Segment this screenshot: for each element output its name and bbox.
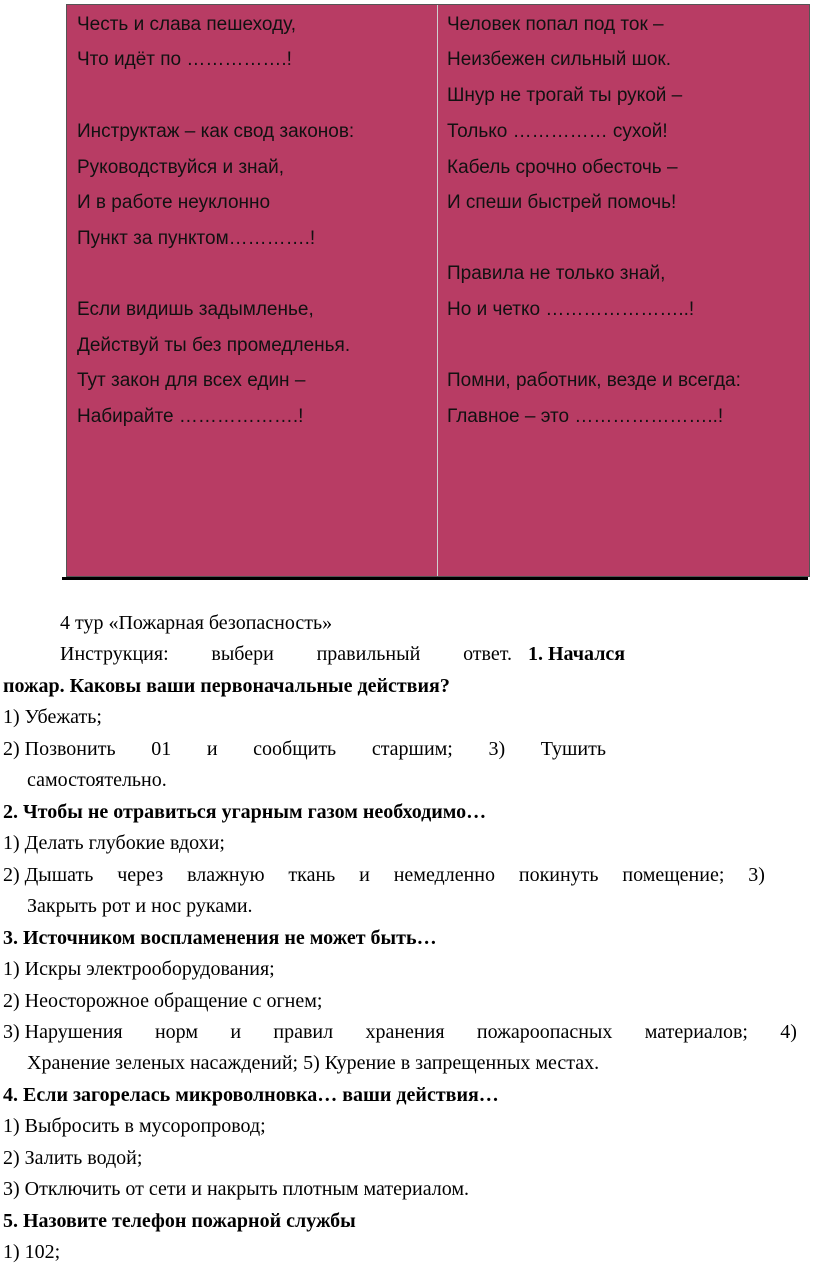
poem-line: И спеши быстрей помочь! [447,192,677,213]
poem-line: И в работе неуклонно [77,192,271,213]
answer-option: 1) Выбросить в мусоропровод; [3,1115,266,1137]
answer-continuation: Хранение зеленых насаждений; 5) Курение в запрещенных местах. [27,1052,600,1074]
instruction-word: Инструкция: [60,643,169,665]
poem-line: Главное – это …………………..! [447,406,724,427]
instruction-line [60,643,512,666]
answer-word: немедленно [393,864,495,886]
answer-word: материалов; [644,1021,748,1043]
round-title: 4 тур «Пожарная безопасность» [60,612,333,634]
answer-option: 2) Залить водой; [3,1147,143,1169]
answer-option: 1) Искры электрооборудования; [3,958,275,980]
poem-line: Тут закон для всех един – [77,370,306,391]
answer-word: пожароопасных [476,1021,613,1043]
answer-option [3,1021,797,1044]
question-5: 5. Назовите телефон пожарной службы [3,1210,356,1232]
poem-line: Действуй ты без промедленья. [77,335,351,356]
answer-word: через [117,864,164,886]
answer-word: 2) Дышать [3,864,94,886]
answer-option [3,738,606,761]
answer-option: 2) Неосторожное обращение с огнем; [3,990,323,1012]
answer-word: 3) [748,864,765,886]
question-1: пожар. Каковы ваши первоначальные действия? [3,675,450,697]
answer-option: 1) Делать глубокие вдохи; [3,832,225,854]
answer-word: 2) Позвонить [3,738,116,760]
answer-option [3,864,765,887]
answer-word: Тушить [540,738,606,760]
poem-line: Неизбежен сильный шок. [447,49,672,70]
poem-line: Правила не только знай, [447,263,666,284]
answer-word: 01 [151,738,172,760]
answer-word: помещение; [622,864,725,886]
answer-word: 4) [780,1021,797,1043]
answer-word: норм [154,1021,199,1043]
poem-line: Кабель срочно обесточь – [447,157,678,178]
answer-word: покинуть [518,864,599,886]
answer-continuation: самостоятельно. [27,769,167,791]
poem-left-column [67,5,438,576]
poem-line: Помни, работник, везде и всегда: [447,370,741,391]
answer-option: 1) Убежать; [3,706,102,728]
poem-line: Руководствуйся и знай, [77,157,284,178]
answer-word: старшим; [371,738,453,760]
instruction-word: выбери [211,643,274,665]
poem-line: Шнур не трогай ты рукой – [447,85,683,106]
table-bottom-rule [62,577,808,580]
answer-continuation: Закрыть рот и нос руками. [27,895,253,917]
answer-word: и [206,738,218,760]
poem-line: Только …………… сухой! [447,121,668,142]
answer-word: сообщить [253,738,337,760]
question-2: 2. Чтобы не отравиться угарным газом необходимо… [3,801,487,823]
poem-line: Если видишь задымленье, [77,299,314,320]
poem-line: Что идёт по …………….! [77,49,292,70]
question-1-start: 1. Начался [528,643,626,665]
poem-table [66,4,810,577]
poem-line: Инструктаж – как свод законов: [77,121,355,142]
instruction-word: ответ. [463,643,512,665]
poem-line: Но и четко …………………..! [447,299,695,320]
poem-line: Честь и слава пешеходу, [77,14,297,35]
poem-line: Пункт за пунктом………….! [77,228,316,249]
instruction-word: правильный [316,643,421,665]
answer-option: 3) Отключить от сети и накрыть плотным материалом. [3,1178,470,1200]
answer-word: и [230,1021,242,1043]
poem-line: Набирайте ……………….! [77,406,304,427]
answer-word: 3) [488,738,506,760]
poem-right-column [438,5,809,576]
poem-line: Человек попал под ток – [447,14,664,35]
answer-word: ткань [288,864,336,886]
answer-word: 3) Нарушения [3,1021,123,1043]
question-3: 3. Источником воспламенения не может быть… [3,927,437,949]
question-4: 4. Если загорелась микроволновка… ваши действия… [3,1084,499,1106]
answer-word: правил [273,1021,334,1043]
answer-word: хранения [365,1021,445,1043]
answer-option: 1) 102; [3,1241,61,1263]
answer-word: влажную [187,864,265,886]
answer-word: и [359,864,370,886]
